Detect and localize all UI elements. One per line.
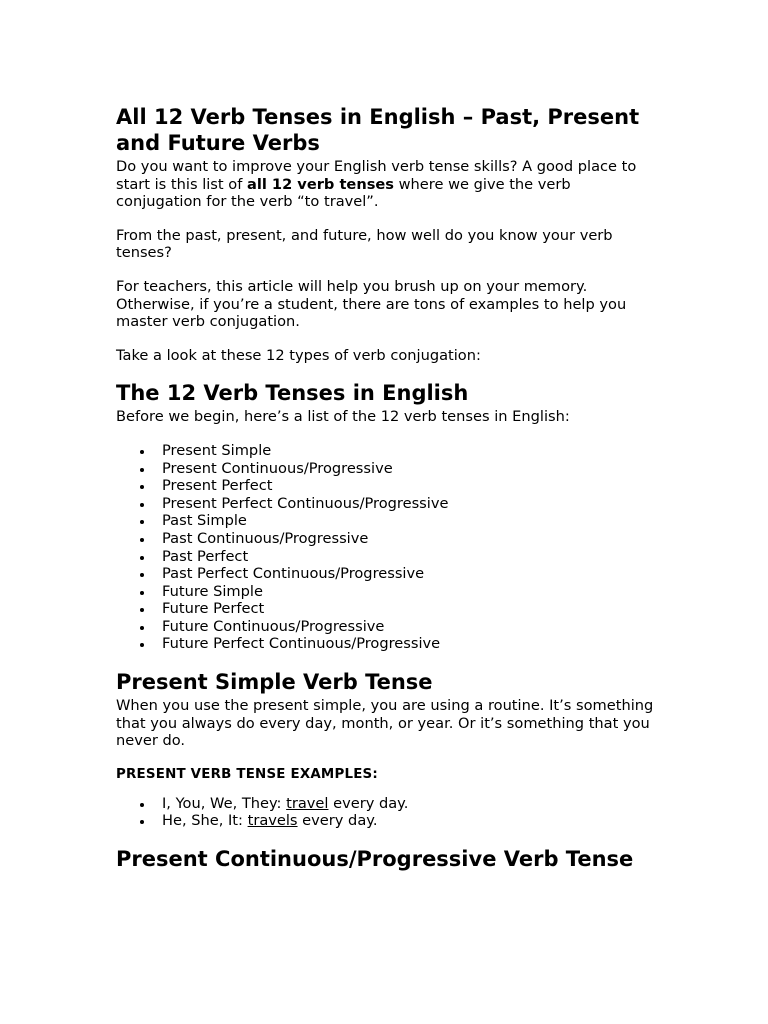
- list-item: Present Perfect: [162, 477, 658, 495]
- example-verb: travels: [247, 812, 298, 830]
- section-heading-tenses-list: The 12 Verb Tenses in English: [116, 381, 469, 406]
- list-item: Present Continuous/Progressive: [162, 460, 658, 478]
- list-item: Future Perfect Continuous/Progressive: [162, 635, 658, 653]
- intro-paragraph-2: From the past, present, and future, how well do you know your verb tenses?: [116, 226, 613, 262]
- intro-text-1b: where we give the verb conjugation for the verb “to travel”.: [116, 175, 571, 211]
- intro-text-1a: Do you want to improve your English verb tense skills? A good place to start is this list of: [116, 158, 637, 193]
- intro-bold-phrase: all 12 verb tenses: [246, 175, 394, 193]
- list-item: Future Simple: [162, 583, 658, 601]
- section-heading-present-continuous: Present Continuous/Progressive Verb Tense: [116, 847, 634, 872]
- list-item: Future Continuous/Progressive: [162, 618, 658, 636]
- intro-paragraph-4: Take a look at these 12 types of verb conjugation:: [116, 346, 481, 364]
- example-rest: every day.: [328, 794, 409, 812]
- list-item: Past Perfect: [162, 548, 658, 566]
- list-item: Present Perfect Continuous/Progressive: [162, 495, 658, 513]
- tenses-list: [116, 442, 658, 653]
- list-item: Present Simple: [162, 442, 658, 460]
- example-subject: He, She, It:: [162, 812, 248, 830]
- list-item: Past Continuous/Progressive: [162, 530, 658, 548]
- example-item: [162, 812, 658, 830]
- section-heading-present-simple: Present Simple Verb Tense: [116, 670, 433, 695]
- page-title: All 12 Verb Tenses in English – Past, Present and Future Verbs: [116, 105, 640, 155]
- present-examples-list: [116, 795, 658, 830]
- present-simple-body: When you use the present simple, you are using a routine. It’s something that you always do every day, month, or year. Or it’s something that you never do.: [116, 697, 654, 750]
- example-verb: travel: [286, 794, 329, 812]
- intro-paragraph-3: For teachers, this article will help you brush up on your memory. Otherwise, if you’re a student, there are tons of examples to help you master verb conjugation.: [116, 277, 627, 331]
- example-subject: I, You, We, They:: [162, 794, 287, 812]
- list-item: Future Perfect: [162, 600, 658, 618]
- example-item: [162, 795, 658, 813]
- list-item: Past Simple: [162, 512, 658, 530]
- example-rest: every day.: [297, 812, 378, 830]
- intro-paragraph-1: [116, 158, 658, 211]
- list-item: Past Perfect Continuous/Progressive: [162, 565, 658, 583]
- tenses-list-lead: Before we begin, here’s a list of the 12 verb tenses in English:: [116, 408, 570, 426]
- present-examples-heading: PRESENT VERB TENSE EXAMPLES:: [116, 766, 378, 782]
